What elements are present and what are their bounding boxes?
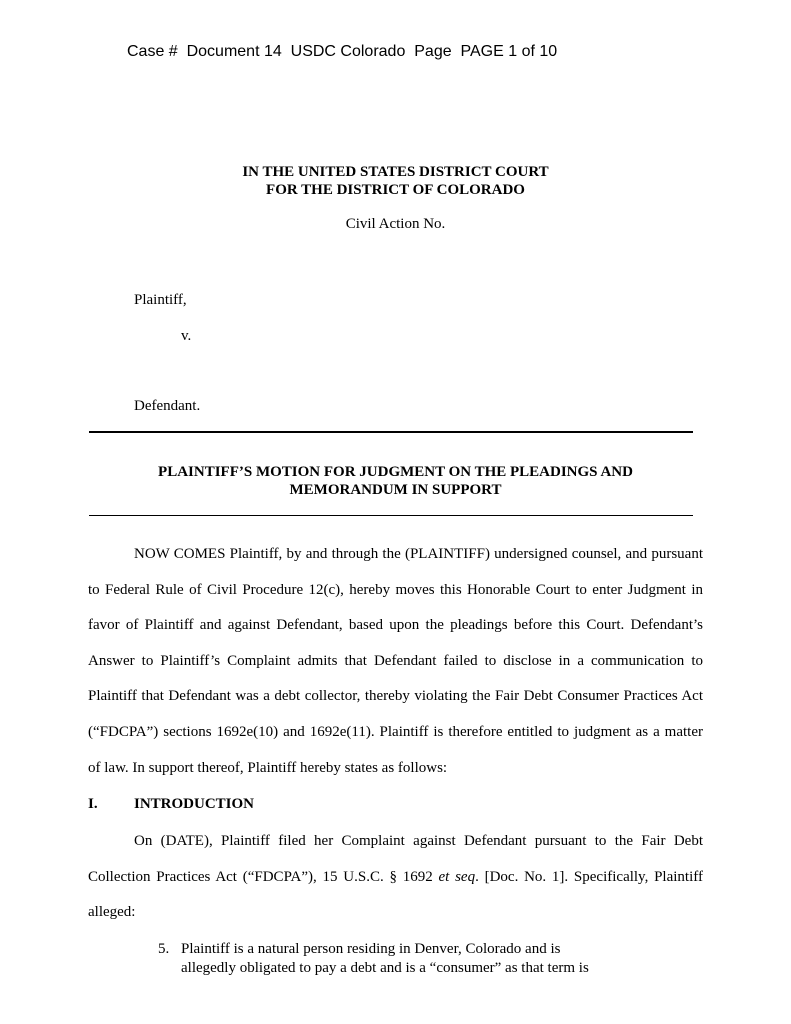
- italic-citation: et seq: [438, 868, 476, 885]
- motion-title-line: PLAINTIFF’S MOTION FOR JUDGMENT ON THE PLEADINGS AND: [158, 464, 633, 480]
- court-name-line: IN THE UNITED STATES DISTRICT COURT: [242, 164, 549, 180]
- list-item-line: allegedly obligated to pay a debt and is a “consumer” as that term is: [181, 960, 589, 976]
- list-item-text: [181, 940, 611, 978]
- introduction-paragraph: [88, 824, 703, 931]
- versus-label: v.: [181, 328, 192, 344]
- court-caption: [0, 163, 791, 199]
- plaintiff-label: Plaintiff,: [134, 292, 187, 308]
- intro-paragraph: NOW COMES Plaintiff, by and through the (PLAINTIFF) undersigned counsel, and pursuant to Federal Rule of Civil Procedure 12(c), hereby moves this Honorable Court to enter Judgment in favor of Plaintiff and against Defendant, based upon the pleadings before this Court. Defendant’s Answer to Plaintiff’s Complaint admits that Defendant failed to disclose in a communication to Plaintiff that Defendant was a debt collector, thereby violating the Fair Debt Consumer Practices Act (“FDCPA”) sections 1692e(10) and 1692e(11). Plaintiff is therefore entitled to judgment as a matter of law. In support thereof, Plaintiff hereby states as follows:: [88, 546, 703, 776]
- section-title: INTRODUCTION: [134, 796, 255, 812]
- defendant-label: Defendant.: [134, 398, 201, 414]
- section-number: I.: [88, 796, 98, 812]
- paragraph-text: On (DATE), Plaintiff filed her Complaint against Defendant pursuant to the Fair Debt Collection Practices Act (“FDCPA”), 15 U.S.C. § 1692: [88, 833, 703, 885]
- motion-subtitle-line: MEMORANDUM IN SUPPORT: [289, 482, 502, 498]
- page-header: Case # Document 14 USDC Colorado Page PAGE 1 of 10: [127, 43, 558, 60]
- court-district-line: FOR THE DISTRICT OF COLORADO: [266, 182, 525, 198]
- list-item-line: Plaintiff is a natural person residing in Denver, Colorado and is: [181, 941, 561, 957]
- caption-divider: [89, 431, 693, 433]
- section-heading: [88, 796, 254, 813]
- title-divider: [89, 515, 693, 516]
- motion-title: [0, 463, 791, 499]
- paragraph-text-continued: . [Doc. No. 1]. Specifically, Plaintiff alleged:: [88, 868, 703, 921]
- list-item-number: 5.: [158, 941, 170, 957]
- civil-action-number: Civil Action No.: [345, 216, 446, 232]
